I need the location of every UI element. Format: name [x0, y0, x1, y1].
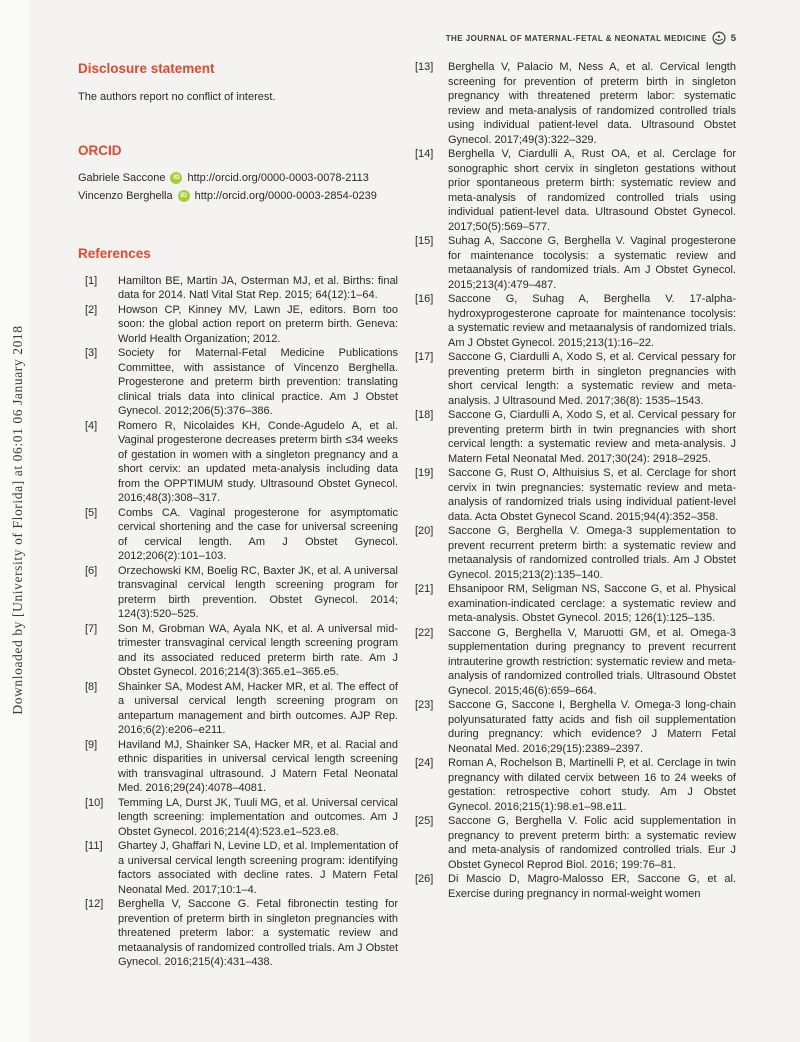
reference-number: [14] — [415, 148, 434, 160]
reference-text: Saccone G, Berghella V. Folic acid supplementation in pregnancy to prevent preterm birth: a systematic review and meta-analysis of randomized controlled trials. Eur J Obstet Gynecol Reprod Biol. 2016; 199:76–81. — [448, 815, 736, 871]
reference-item — [408, 524, 736, 582]
reference-number: [22] — [415, 626, 434, 639]
orcid-link[interactable]: http://orcid.org/0000-0003-0078-2113 — [187, 171, 369, 184]
reference-number: [21] — [415, 583, 434, 595]
disclosure-text: The authors report no conflict of interest. — [78, 91, 276, 103]
reference-text: Haviland MJ, Shainker SA, Hacker MR, et al. Racial and ethnic disparities in universal cervical length screening with transvaginal ultrasound. J Matern Fetal Neonatal Med. 2016;29(24):4078–4081. — [118, 738, 398, 794]
reference-number: [12] — [85, 898, 104, 910]
reference-text: Son M, Grobman WA, Ayala NK, et al. A universal mid-trimester transvaginal cervical length screening program and its associated reduced preterm birth rate. Am J Obstet Gynecol. 2016;214(3):365.e1–365.e5. — [118, 622, 398, 678]
reference-item — [408, 466, 736, 524]
reference-text: Shainker SA, Modest AM, Hacker MR, et al. The effect of a universal cervical length screening program on antepartum management and birth outcomes. AJP Rep. 2016;6(2):e206–e211. — [118, 680, 398, 736]
reference-text: Temming LA, Durst JK, Tuuli MG, et al. Universal cervical length screening: implementation and outcomes. Am J Obstet Gynecol. 2016;214(4):523.e1–523.e8. — [118, 796, 398, 838]
orcid-icon: iD — [178, 190, 190, 202]
reference-text: Di Mascio D, Magro-Malosso ER, Saccone G, et al. Exercise during pregnancy in normal-weight women — [448, 873, 736, 900]
reference-item — [408, 292, 736, 350]
reference-text: Orzechowski KM, Boelig RC, Baxter JK, et al. A universal transvaginal cervical length screening program for preterm birth prevention. Obstet Gynecol. 2014; 124(3):520–525. — [118, 564, 398, 620]
reference-text: Suhag A, Saccone G, Berghella V. Vaginal progesterone for maintenance tocolysis: a systematic review and metaanalysis of randomized trials. Am J Obstet Gynecol. 2015;213(4):479–487. — [448, 235, 736, 291]
reference-item — [408, 408, 736, 466]
reference-number: [5] — [85, 506, 98, 519]
author-name: Vincenzo Berghella — [78, 189, 173, 202]
reference-item — [78, 564, 398, 622]
reference-item — [408, 698, 736, 756]
publisher-logo-icon — [712, 31, 726, 45]
reference-item — [78, 346, 398, 419]
reference-number: [26] — [415, 873, 434, 885]
orcid-list — [78, 169, 398, 205]
page-number: 5 — [730, 32, 736, 44]
reference-number: [19] — [415, 467, 434, 479]
reference-text: Saccone G, Berghella V, Maruotti GM, et al. Omega-3 supplementation during pregnancy to prevent recurrent intrauterine growth restriction: systematic review and meta-analysis of randomized controlled trials. Ultrasound Obstet Gynecol. 2015;46(6):659–664. — [448, 626, 736, 697]
reference-text: Romero R, Nicolaides KH, Conde-Agudelo A, et al. Vaginal progesterone decreases preterm birth ≤34 weeks of gestation in women with a singleton pregnancy and a short cervix: an updated meta-analysis including data from the OPPTIMUM study. Ultrasound Obstet Gynecol. 2016;48(3):308–317. — [118, 419, 398, 504]
orcid-heading: ORCID — [78, 142, 122, 158]
reference-number: [25] — [415, 815, 434, 827]
reference-text: Saccone G, Saccone I, Berghella V. Omega-3 long-chain polyunsaturated fatty acids and fish oil supplementation during pregnancy: which evidence? J Matern Fetal Neonatal Med. 2016;29(15):2389–2397. — [448, 699, 736, 755]
reference-text: Saccone G, Ciardulli A, Xodo S, et al. Cervical pessary for preventing preterm birth in singleton pregnancies with short cervical length: a systematic review and meta-analysis. J Ultrasound Med. 2017;36(8): 1535–1543. — [448, 351, 736, 407]
reference-number: [3] — [85, 347, 98, 359]
journal-name: THE JOURNAL OF MATERNAL-FETAL & NEONATAL MEDICINE — [445, 33, 707, 43]
reference-number: [23] — [415, 699, 434, 711]
reference-text: Roman A, Rochelson B, Martinelli P, et al. Cerclage in twin pregnancy with dilated cervix between 16 to 24 weeks of gestation: retrospective cohort study. Am J Obstet Gynecol. 2016;215(1):98.e1–98.e11. — [448, 757, 736, 813]
reference-item — [408, 756, 736, 814]
reference-item — [78, 839, 398, 897]
orcid-entry — [78, 187, 398, 205]
download-watermark: Downloaded by [University of Florida] at 06:01 06 January 2018 — [10, 325, 25, 715]
reference-text: Society for Maternal-Fetal Medicine Publications Committee, with assistance of Vincenzo Berghella. Progesterone and preterm birth prevention: translating clinical trials data into clinical practice. Am J Obstet Gynecol. 2012;206(5):376–386. — [118, 347, 398, 417]
reference-number: [7] — [85, 622, 98, 635]
reference-text: Howson CP, Kinney MV, Lawn JE, editors. Born too soon: the global action report on preterm birth. Geneva: World Health Organization; 2012. — [118, 303, 398, 345]
reference-text: Ehsanipoor RM, Seligman NS, Saccone G, et al. Physical examination-indicated cerclage: a systematic review and meta-analysis. Obstet Gynecol. 2015; 126(1):125–135. — [448, 583, 736, 624]
reference-number: [10] — [85, 796, 104, 809]
right-column — [408, 60, 736, 901]
reference-item — [408, 60, 736, 147]
references-heading: References — [78, 245, 151, 261]
author-name: Gabriele Saccone — [78, 171, 166, 184]
disclosure-heading: Disclosure statement — [78, 61, 215, 76]
reference-number: [13] — [415, 61, 434, 73]
page-header — [446, 31, 736, 45]
reference-item — [408, 147, 736, 234]
reference-text: Saccone G, Rust O, Althuisius S, et al. Cerclage for short cervix in twin pregnancies: systematic review and meta-analysis of randomized trials using individual patient-level data. Acta Obstet Gynecol Scand. 2015;94(4):352–358. — [448, 467, 736, 523]
reference-number: [20] — [415, 525, 434, 537]
reference-number: [2] — [85, 303, 98, 316]
references-column-right — [408, 60, 736, 901]
reference-number: [9] — [85, 738, 98, 751]
reference-item — [408, 350, 736, 408]
reference-number: [8] — [85, 680, 98, 693]
reference-item — [78, 419, 398, 506]
reference-number: [15] — [415, 235, 434, 247]
reference-item — [408, 234, 736, 292]
reference-text: Saccone G, Berghella V. Omega-3 supplementation to prevent recurrent preterm birth: a systematic review and metaanalysis of randomized controlled trials. Am J Obstet Gynecol. 2015;213(2):135–140. — [448, 525, 736, 581]
reference-item — [408, 814, 736, 872]
reference-number: [1] — [85, 274, 98, 287]
reference-text: Saccone G, Ciardulli A, Xodo S, et al. Cervical pessary for preventing preterm birth in twin pregnancies with short cervical length: a systematic review and meta-analysis. J Matern Fetal Neonatal Med. 2017;30(24): 2918–2925. — [448, 409, 736, 465]
reference-item — [78, 506, 398, 564]
reference-item — [78, 897, 398, 970]
reference-item — [408, 626, 736, 699]
orcid-icon: iD — [170, 172, 182, 184]
reference-number: [24] — [415, 757, 434, 769]
reference-number: [18] — [415, 409, 434, 421]
reference-text: Saccone G, Suhag A, Berghella V. 17-alpha-hydroxyprogesterone caproate for maintenance tocolysis: a systematic review and metaanalysis of randomized trials. Am J Obstet Gynecol. 2015;213(1):16–22. — [448, 293, 736, 349]
reference-item — [78, 622, 398, 680]
orcid-link[interactable]: http://orcid.org/0000-0003-2854-0239 — [194, 189, 377, 202]
orcid-entry — [78, 169, 398, 187]
reference-number: [11] — [85, 840, 103, 852]
reference-number: [17] — [415, 351, 434, 363]
reference-item — [78, 738, 398, 796]
reference-item — [408, 872, 736, 901]
reference-item — [78, 680, 398, 738]
reference-text: Berghella V, Saccone G. Fetal fibronectin testing for prevention of preterm birth in singleton pregnancies with threatened preterm labor: a systematic review and metaanalysis of randomized controlled trials. Am J Obstet Gynecol. 2016;215(4):431–438. — [118, 898, 399, 968]
reference-item — [78, 274, 398, 303]
reference-item — [78, 303, 398, 347]
reference-item — [408, 582, 736, 626]
reference-text: Hamilton BE, Martin JA, Osterman MJ, et al. Births: final data for 2014. Natl Vital Stat Rep. 2015; 64(12):1–64. — [118, 274, 398, 301]
reference-item — [78, 796, 398, 840]
reference-text: Berghella V, Ciardulli A, Rust OA, et al. Cerclage for sonographic short cervix in singleton gestations without prior spontaneous preterm birth: systematic review and meta-analysis of randomized controlled trials using individual patient-level data. Ultrasound Obstet Gynecol. 2017;50(5):569–577. — [448, 148, 736, 233]
reference-number: [6] — [85, 564, 98, 577]
left-column — [78, 60, 398, 970]
reference-number: [4] — [85, 419, 98, 432]
article-columns — [78, 60, 736, 970]
reference-text: Combs CA. Vaginal progesterone for asymptomatic cervical shortening and the case for universal screening of cervical length. Am J Obstet Gynecol. 2012;206(2):101–103. — [118, 506, 398, 562]
reference-text: Berghella V, Palacio M, Ness A, et al. Cervical length screening for prevention of preterm birth in singleton pregnancy with threatened preterm labor: systematic review and meta-analysis of randomized controlled trials using individual patient-level data. Ultrasound Obstet Gynecol. 2017;49(3):322–329. — [448, 61, 736, 146]
reference-text: Ghartey J, Ghaffari N, Levine LD, et al. Implementation of a universal cervical length screening program: identifying factors associated with decline rates. J Matern Fetal Neonatal Med. 2017;10:1–4. — [118, 840, 398, 896]
references-column-left — [78, 274, 398, 970]
reference-number: [16] — [415, 293, 434, 305]
